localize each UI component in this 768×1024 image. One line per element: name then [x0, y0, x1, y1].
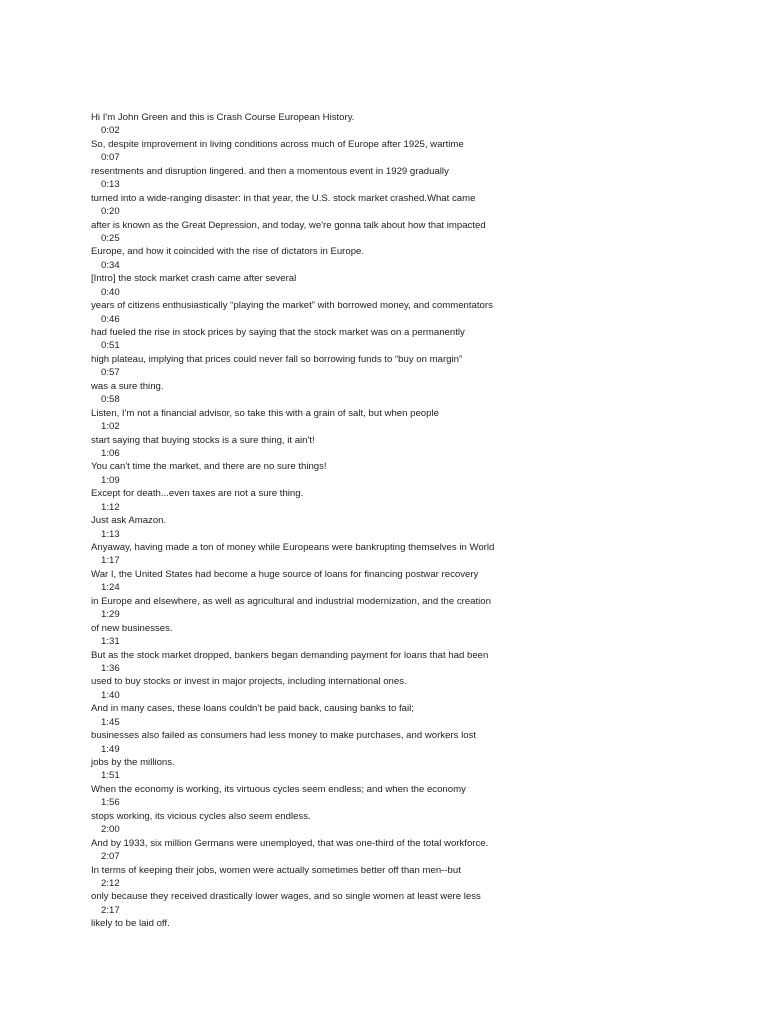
transcript-line: Except for death...even taxes are not a sure thing. [91, 488, 304, 500]
timestamp: 2:17 [101, 904, 120, 916]
timestamp: 0:51 [101, 340, 120, 352]
transcript-line: resentments and disruption lingered. and then a momentous event in 1929 gradually [91, 165, 449, 177]
timestamp: 1:45 [101, 716, 120, 728]
timestamp: 1:40 [101, 689, 120, 701]
transcript-line: after is known as the Great Depression, and today, we're gonna talk about how that impacted [91, 219, 486, 231]
timestamp: 2:12 [101, 877, 120, 889]
timestamp: 1:31 [101, 636, 120, 648]
timestamp: 1:51 [101, 770, 120, 782]
timestamp: 1:36 [101, 662, 120, 674]
timestamp: 1:09 [101, 474, 120, 486]
timestamp: 1:06 [101, 447, 120, 459]
transcript-line: turned into a wide-ranging disaster: in that year, the U.S. stock market crashed.What came [91, 192, 476, 204]
timestamp: 0:40 [101, 286, 120, 298]
timestamp: 1:17 [101, 555, 120, 567]
timestamp: 0:25 [101, 232, 120, 244]
transcript-line: Anyaway, having made a ton of money while Europeans were bankrupting themselves in World [91, 542, 495, 553]
transcript-line: And by 1933, six million Germans were unemployed, that was one-third of the total workforce. [91, 837, 489, 849]
transcript-line: You can't time the market, and there are no sure things! [91, 461, 327, 473]
transcript-line: start saying that buying stocks is a sure thing, it ain't! [91, 434, 315, 446]
transcript-line: Just ask Amazon. [91, 515, 167, 527]
timestamp: 0:58 [101, 394, 120, 406]
timestamp: 0:20 [101, 206, 120, 218]
timestamp: 1:56 [101, 797, 120, 809]
timestamp: 0:46 [101, 313, 120, 325]
timestamp: 2:07 [101, 851, 120, 863]
transcript-line: in Europe and elsewhere, as well as agricultural and industrial modernization, and the creation [91, 595, 491, 607]
transcript-line: of new businesses. [91, 622, 173, 634]
transcript-line: Hi I'm John Green and this is Crash Course European History. [91, 112, 355, 123]
transcript-line: In terms of keeping their jobs, women were actually sometimes better off than men--but [91, 864, 461, 876]
transcript-line: Europe, and how it coincided with the rise of dictators in Europe. [91, 246, 365, 258]
timestamp: 1:02 [101, 421, 120, 433]
timestamp: 1:29 [101, 609, 120, 621]
timestamp: 1:49 [101, 743, 120, 755]
transcript-line: Listen, I'm not a financial advisor, so take this with a grain of salt, but when people [91, 407, 439, 419]
transcript-line: But as the stock market dropped, bankers began demanding payment for loans that had been [91, 649, 489, 661]
transcript-line: And in many cases, these loans couldn't be paid back, causing banks to fail; [91, 703, 414, 715]
transcript-line: War I, the United States had become a huge source of loans for financing postwar recovery [91, 568, 479, 580]
transcript-line: [Intro] the stock market crash came after several [91, 273, 297, 285]
transcript-line: had fueled the rise in stock prices by saying that the stock market was on a permanently [91, 327, 465, 338]
transcript-line: stops working, its vicious cycles also seem endless. [91, 810, 311, 822]
transcript-line: When the economy is working, its virtuous cycles seem endless; and when the economy [91, 783, 466, 795]
transcript-line: was a sure thing. [91, 380, 164, 392]
transcript [91, 111, 751, 931]
transcript-line: years of citizens enthusiastically “playing the market” with borrowed money, and commentators [91, 300, 493, 312]
timestamp: 0:57 [101, 367, 120, 379]
timestamp: 0:13 [101, 179, 120, 191]
transcript-line: only because they received drastically lower wages, and so single women at least were less [91, 891, 481, 903]
transcript-line: high plateau, implying that prices could never fall so borrowing funds to “buy on margin” [91, 353, 463, 365]
timestamp: 0:07 [101, 152, 120, 164]
timestamp: 0:34 [101, 259, 120, 271]
timestamp: 1:12 [101, 501, 120, 513]
transcript-line: jobs by the millions. [91, 757, 175, 768]
timestamp: 1:13 [101, 528, 120, 540]
transcript-line: So, despite improvement in living conditions across much of Europe after 1925, wartime [91, 138, 464, 150]
timestamp: 1:24 [101, 582, 120, 594]
transcript-line: used to buy stocks or invest in major projects, including international ones. [91, 676, 407, 688]
timestamp: 2:00 [101, 824, 120, 836]
transcript-line: businesses also failed as consumers had less money to make purchases, and workers lost [91, 730, 477, 742]
transcript-line: likely to be laid off. [91, 918, 170, 930]
timestamp: 0:02 [101, 125, 120, 137]
